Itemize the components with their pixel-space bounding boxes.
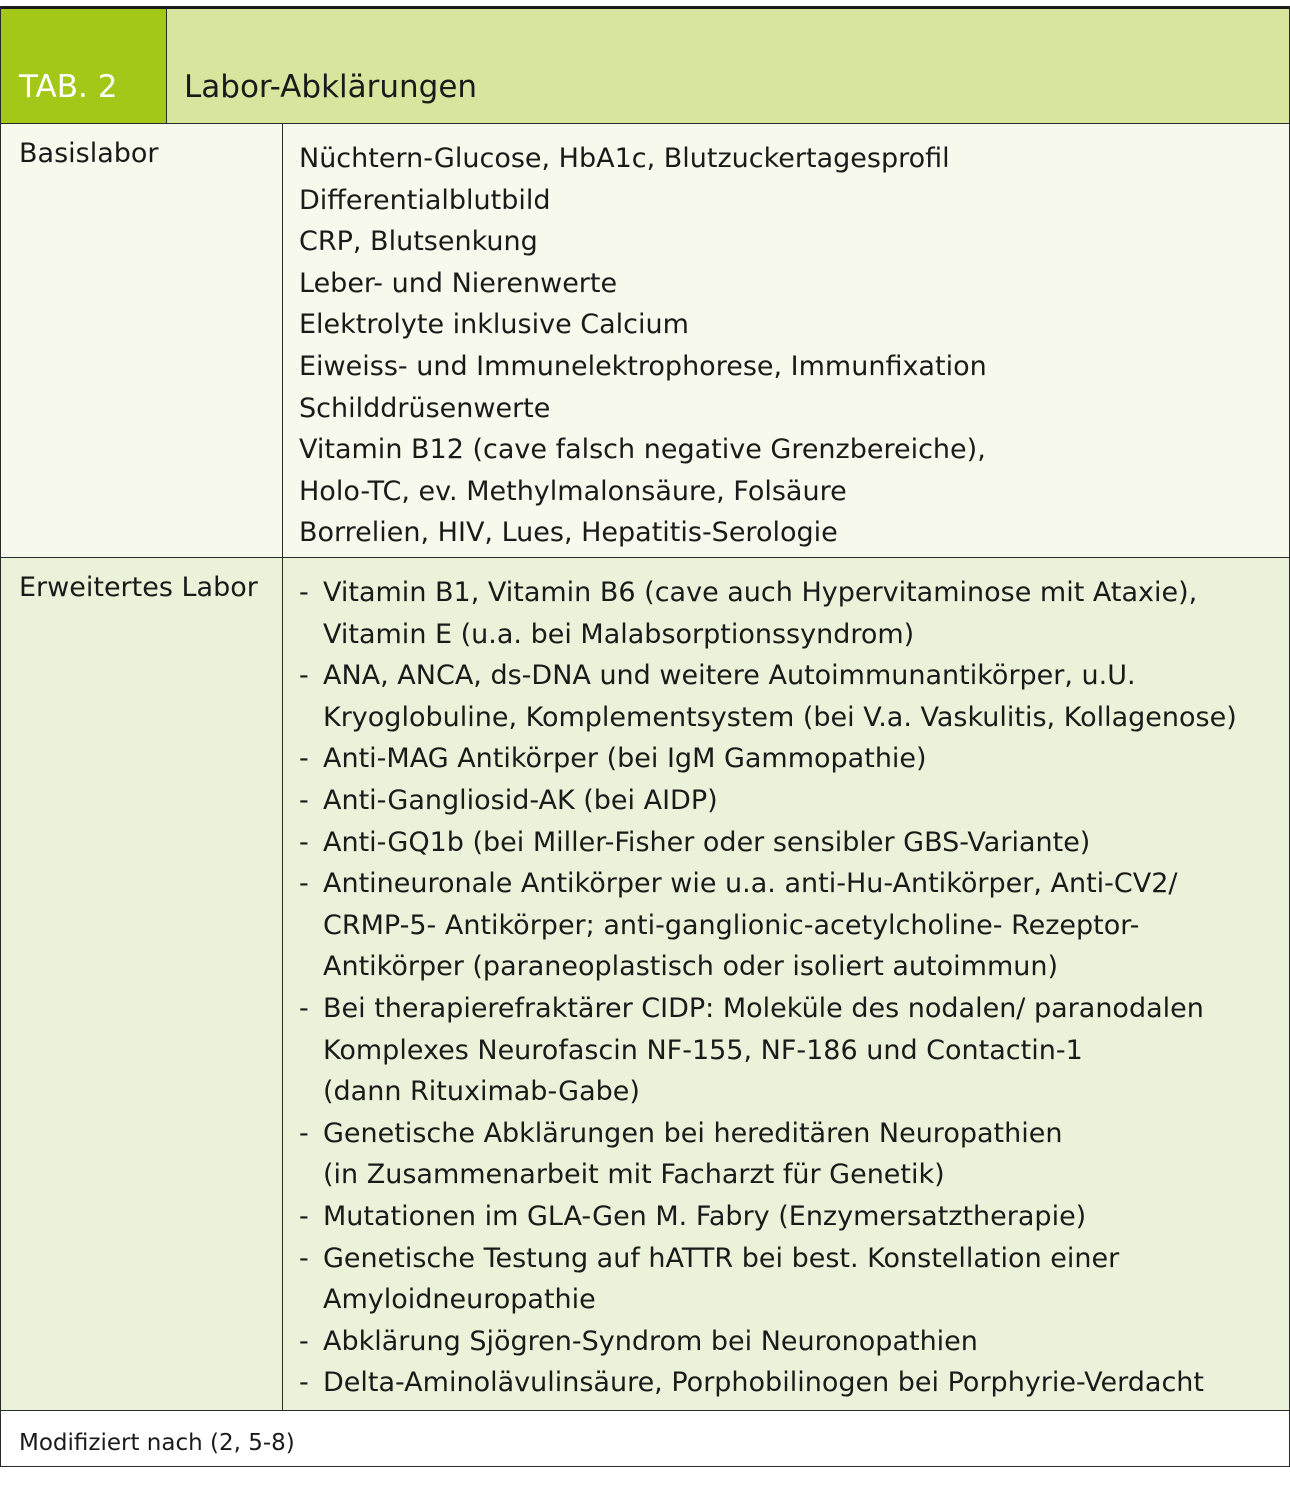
list-item: [299, 822, 1269, 864]
list-item-line: Vitamin B1, Vitamin B6 (cave auch Hypervitaminose mit Ataxie),: [323, 577, 1198, 608]
list-item-line: Antikörper (paraneoplastisch oder isoliert autoimmun): [323, 951, 1058, 983]
list-item-line: Genetische Abklärungen bei hereditären Neuropathien: [323, 1117, 1063, 1149]
bullet-dash: -: [299, 1367, 309, 1399]
row-label: Erweitertes Labor: [19, 572, 258, 603]
bullet-dash: -: [299, 577, 309, 608]
bullet-dash: -: [299, 743, 309, 775]
list-item-line: (dann Rituximab-Gabe): [323, 1076, 640, 1108]
bullet-dash: -: [299, 1200, 309, 1232]
list-item: [299, 572, 1269, 655]
list-item-line: Kryoglobuline, Komplementsystem (bei V.a. Vaskulitis, Kollagenose): [323, 701, 1237, 733]
list-item-line: Vitamin E (u.a. bei Malabsorptionssyndrom): [323, 618, 915, 650]
list-item: CRP, Blutsenkung: [299, 226, 538, 258]
lab-table: [0, 6, 1290, 1467]
bullet-dash: -: [299, 826, 309, 858]
list-item-line: Komplexes Neurofascin NF-155, NF-186 und Contactin-1: [323, 1034, 1083, 1066]
footer-note: Modifiziert nach (2, 5-8): [19, 1430, 295, 1456]
table-header: [1, 6, 1289, 124]
list-item: [299, 988, 1269, 1113]
list-item-line: Anti-GQ1b (bei Miller-Fisher oder sensibler GBS-Variante): [323, 826, 1091, 858]
list-item-line: Bei therapierefraktärer CIDP: Moleküle des nodalen/ paranodalen: [323, 992, 1204, 1024]
tab-number-label: TAB. 2: [19, 69, 118, 105]
list-item: [299, 1362, 1269, 1404]
list-item-line: Mutationen im GLA-Gen M. Fabry (Enzymersatztherapie): [323, 1200, 1087, 1232]
list-item: [299, 1321, 1269, 1363]
bullet-dash: -: [299, 1325, 309, 1357]
list-item: [299, 655, 1269, 738]
table-row-basislabor: [1, 124, 1289, 558]
bullet-dash: -: [299, 992, 309, 1024]
list-item: [299, 1113, 1269, 1196]
bullet-dash: -: [299, 1242, 309, 1274]
list-item-line: Delta-Aminolävulinsäure, Porphobilinogen bei Porphyrie-Verdacht: [323, 1367, 1204, 1399]
list-item-line: CRMP-5- Antikörper; anti-ganglionic-acetylcholine- Rezeptor-: [323, 909, 1140, 941]
row-label: Basislabor: [19, 138, 159, 169]
list-item-line: Anti-Gangliosid-AK (bei AIDP): [323, 784, 718, 816]
list-item-line: Antineuronale Antikörper wie u.a. anti-Hu-Antikörper, Anti-CV2/: [323, 868, 1178, 900]
list-item: [299, 738, 1269, 780]
list-item: Leber- und Nierenwerte: [299, 267, 618, 299]
table-row-erweitertes-labor: [1, 558, 1289, 1411]
row-content-cell: [299, 138, 1269, 554]
list-item: Borrelien, HIV, Lues, Hepatitis-Serologie: [299, 517, 838, 549]
table-title: Labor-Abklärungen: [184, 69, 478, 105]
tab-number-badge: [1, 9, 167, 123]
bullet-dash: -: [299, 868, 309, 900]
list-item: Vitamin B12 (cave falsch negative Grenzbereiche),: [299, 434, 986, 466]
list-item-line: Genetische Testung auf hATTR bei best. Konstellation einer: [323, 1242, 1120, 1274]
bullet-dash: -: [299, 660, 309, 692]
bullet-dash: -: [299, 784, 309, 816]
list-item: Holo-TC, ev. Methylmalonsäure, Folsäure: [299, 475, 847, 507]
list-item: Eiweiss- und Immunelektrophorese, Immunfixation: [299, 350, 987, 382]
table-footer: [1, 1411, 1289, 1465]
list-item: Elektrolyte inklusive Calcium: [299, 309, 689, 341]
list-item: Nüchtern-Glucose, HbA1c, Blutzuckertagesprofil: [299, 143, 950, 174]
row-label-cell: [1, 558, 283, 1410]
list-item-line: Anti-MAG Antikörper (bei IgM Gammopathie): [323, 743, 927, 775]
list-item: Differentialblutbild: [299, 184, 551, 216]
list-item-line: Abklärung Sjögren-Syndrom bei Neuronopathien: [323, 1325, 978, 1357]
list-item: [299, 780, 1269, 822]
list-item-line: ANA, ANCA, ds-DNA und weitere Autoimmunantikörper, u.U.: [323, 660, 1136, 692]
row-content-cell: [299, 572, 1269, 1404]
list-item-line: Amyloidneuropathie: [323, 1284, 596, 1316]
row-label-cell: [1, 124, 283, 557]
bullet-dash: -: [299, 1117, 309, 1149]
list-item: [299, 863, 1269, 988]
list-item: Schilddrüsenwerte: [299, 392, 551, 424]
list-item-line: (in Zusammenarbeit mit Facharzt für Genetik): [323, 1159, 945, 1191]
list-item: [299, 1238, 1269, 1321]
list-item: [299, 1196, 1269, 1238]
